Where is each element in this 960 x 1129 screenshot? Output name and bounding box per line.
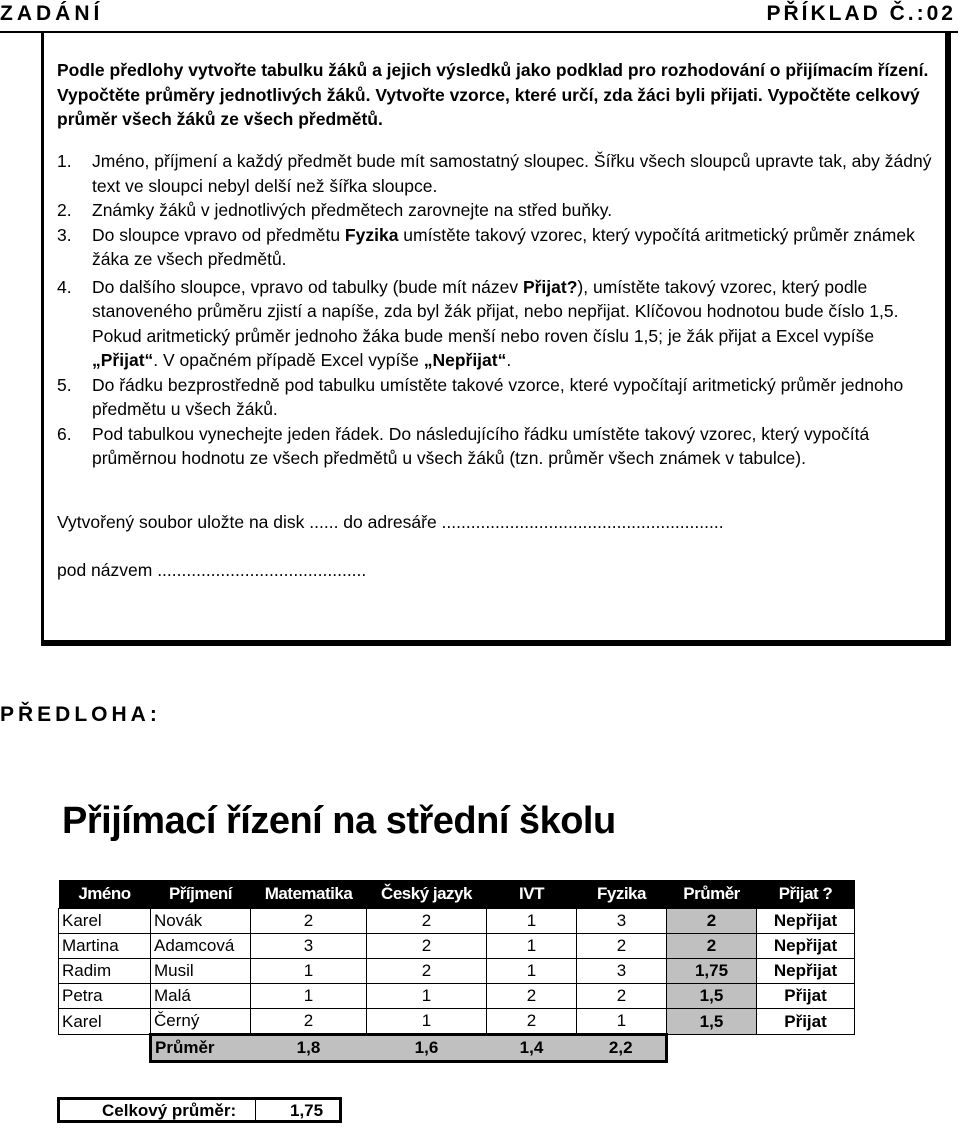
cell-grade: 2	[487, 984, 577, 1009]
column-name-prijat: Přijat?	[522, 276, 578, 297]
instruction-text: Jméno, příjmení a každý předmět bude mít samostatný sloupec. Šířku všech sloupců upravte tak, aby žádný text ve sloupci nebyl delší než šířka sloupce.	[92, 151, 932, 196]
column-header: Přijat ?	[757, 880, 855, 909]
instruction-item	[57, 373, 937, 422]
cell-grade: 1	[367, 984, 487, 1009]
column-header: Matematika	[251, 880, 367, 909]
table-row	[59, 909, 855, 934]
cell-grade: 2	[367, 934, 487, 959]
instruction-item	[57, 275, 937, 373]
subject-average-value: 1,8	[251, 1035, 367, 1062]
cell-grade: 3	[251, 934, 367, 959]
table-header-row	[59, 880, 855, 909]
cell-admitted: Nepřijat	[757, 959, 855, 984]
instruction-number: 3.	[57, 224, 72, 245]
instruction-text: Do řádku bezprostředně pod tabulku umístěte takové vzorce, které vypočítají aritmetický průměr jednoho předmětu u všech žáků.	[92, 374, 904, 419]
subject-average-value: 1,4	[487, 1035, 577, 1062]
subject-name-fyzika: Fyzika	[344, 224, 399, 245]
cell-last-name: Novák	[151, 909, 251, 934]
cell-first-name: Karel	[59, 1009, 151, 1035]
cell-average: 1,75	[667, 959, 757, 984]
instruction-item	[57, 223, 937, 272]
cell-grade: 3	[577, 959, 667, 984]
cell-average: 2	[667, 934, 757, 959]
subject-average-label: Průměr	[151, 1035, 251, 1062]
instruction-number: 2.	[57, 200, 72, 220]
cell-first-name: Radim	[59, 959, 151, 984]
instruction-item	[57, 198, 937, 223]
column-header: Jméno	[59, 880, 151, 909]
instruction-number: 4.	[57, 276, 72, 297]
column-header: Příjmení	[151, 880, 251, 909]
instruction-text-part: umístěte takový vzorec, který vypočítá aritmetický průměr známek žáka ze všech předmětů.	[92, 224, 915, 269]
cell-first-name: Petra	[59, 984, 151, 1009]
subject-average-row	[59, 1035, 855, 1062]
cell-grade: 1	[487, 909, 577, 934]
column-header: Český jazyk	[367, 880, 487, 909]
cell-admitted: Nepřijat	[757, 909, 855, 934]
instruction-text-part: ), umístěte takový vzorec, který podle stanoveného průměru zjistí a napíše, zda byl žák přijat, nebo nepřijat. Klíčovou hodnotou bude číslo 1,5. Pokud aritmetický průměr jednoho žáka bude menší nebo roven číslu 1,5; je žák přijat a Excel vypíše	[92, 276, 899, 346]
save-instruction: Vytvořený soubor uložte na disk ...... do adresáře ..........................................................	[57, 512, 724, 532]
instruction-item	[57, 149, 937, 198]
cell-grade: 1	[577, 1009, 667, 1035]
page-header	[0, 2, 956, 32]
cell-last-name: Adamcová	[151, 934, 251, 959]
cell-grade: 2	[577, 984, 667, 1009]
cell-grade: 2	[487, 1009, 577, 1035]
table-row	[59, 959, 855, 984]
cell-average: 1,5	[667, 984, 757, 1009]
cell-grade: 1	[487, 934, 577, 959]
cell-admitted: Nepřijat	[757, 934, 855, 959]
column-header: IVT	[487, 880, 577, 909]
cell-grade: 2	[367, 909, 487, 934]
cell-first-name: Martina	[59, 934, 151, 959]
cell-grade: 2	[251, 909, 367, 934]
cell-last-name: Malá	[151, 984, 251, 1009]
instruction-text-part: . V opačném případě Excel vypíše	[153, 350, 424, 370]
cell-average: 2	[667, 909, 757, 934]
sheet-title: Přijímací řízení na střední školu	[62, 800, 616, 842]
subject-average-value: 1,6	[367, 1035, 487, 1062]
empty-cell	[757, 1035, 855, 1062]
column-header: Fyzika	[577, 880, 667, 909]
instruction-number: 1.	[57, 151, 72, 171]
result-neprijat: „Nepřijat“	[423, 350, 507, 370]
cell-grade: 1	[251, 984, 367, 1009]
example-number: PŘÍKLAD Č.:02	[766, 2, 956, 25]
cell-grade: 1	[487, 959, 577, 984]
table-row	[59, 934, 855, 959]
filename-instruction: pod názvem ...........................................	[57, 560, 367, 580]
overall-average-box	[57, 1097, 342, 1123]
assignment-heading: ZADÁNÍ	[0, 2, 104, 25]
cell-grade: 1	[251, 959, 367, 984]
cell-grade: 3	[577, 909, 667, 934]
instruction-text: Známky žáků v jednotlivých předmětech zarovnejte na střed buňky.	[92, 200, 613, 220]
cell-grade: 1	[367, 1009, 487, 1035]
instruction-number: 6.	[57, 423, 72, 444]
cell-first-name: Karel	[59, 909, 151, 934]
result-prijat: „Přijat“	[92, 350, 154, 370]
overall-average-divider	[255, 1100, 256, 1120]
cell-last-name: Černý	[151, 1009, 251, 1035]
instruction-text-part: Do dalšího sloupce, vpravo od tabulky (bude mít název	[92, 276, 523, 297]
overall-average-label: Celkový průměr:	[102, 1101, 237, 1120]
cell-admitted: Přijat	[757, 1009, 855, 1035]
cell-grade: 2	[577, 934, 667, 959]
overall-average-value: 1,75	[290, 1101, 324, 1120]
empty-cell	[59, 1035, 151, 1062]
template-heading: PŘEDLOHA:	[0, 703, 161, 726]
cell-grade: 2	[251, 1009, 367, 1035]
table-row	[59, 984, 855, 1009]
instruction-text: Pod tabulkou vynechejte jeden řádek. Do následujícího řádku umístěte takový vzorec, který vypočítá průměrnou hodnotu ze všech předmětů u všech žáků (tzn. průměr všech známek v tabulce).	[92, 423, 870, 468]
cell-average: 1,5	[667, 1009, 757, 1035]
cell-last-name: Musil	[151, 959, 251, 984]
instruction-item	[57, 422, 937, 471]
instruction-text-part: .	[506, 350, 512, 370]
subject-average-value: 2,2	[577, 1035, 667, 1062]
table-row	[59, 1009, 855, 1035]
results-table	[58, 880, 855, 1063]
instruction-list	[57, 149, 937, 471]
assignment-intro: Podle předlohy vytvořte tabulku žáků a jejich výsledků jako podklad pro rozhodování o přijímacím řízení. Vypočtěte průměry jednotlivých žáků. Vytvořte vzorce, které určí, zda žáci byli přijati. Vypočtěte celkový průměr všech žáků ze všech předmětů.	[57, 60, 929, 129]
cell-grade: 2	[367, 959, 487, 984]
column-header: Průměr	[667, 880, 757, 909]
instruction-number: 5.	[57, 374, 72, 395]
cell-admitted: Přijat	[757, 984, 855, 1009]
instruction-text-part: Do sloupce vpravo od předmětu	[92, 224, 345, 245]
empty-cell	[667, 1035, 757, 1062]
